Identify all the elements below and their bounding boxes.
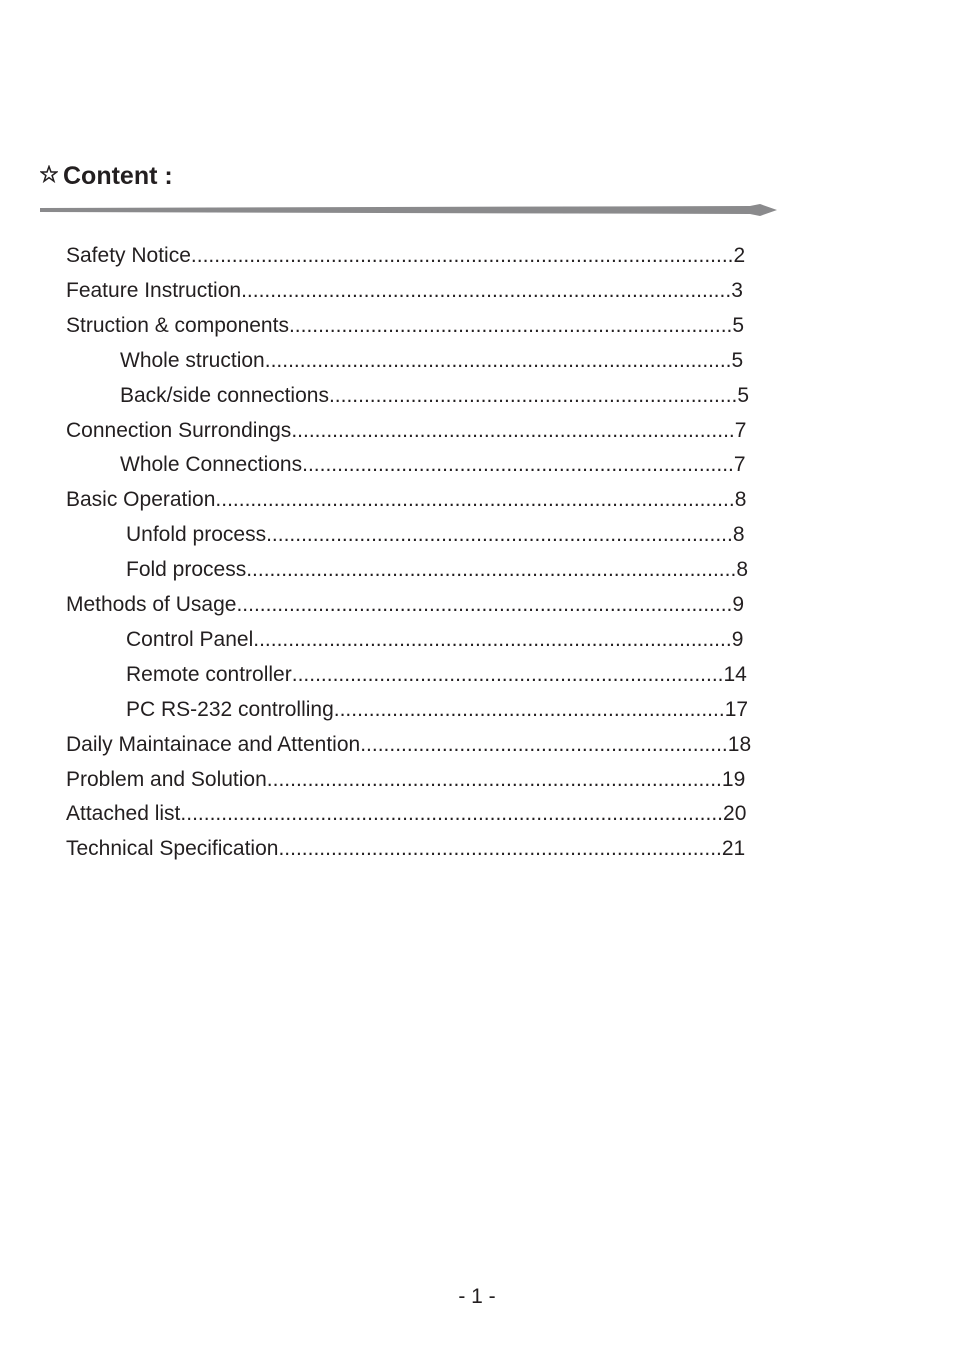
toc-entry-title: PC RS-232 controlling <box>126 697 334 721</box>
toc-leader-dots: .......................................................................... <box>291 662 724 686</box>
toc-entry-title: Unfold process <box>126 523 267 547</box>
toc-entry-page: 14 <box>723 662 747 686</box>
toc-entry-page: 5 <box>737 383 750 407</box>
page-title: Content : <box>63 161 173 190</box>
toc-entry-page: 8 <box>732 523 745 547</box>
toc-entry-title: Methods of Usage <box>66 593 237 616</box>
toc-entry-title: Back/side connections <box>120 383 329 407</box>
toc-entry <box>66 798 762 830</box>
toc-entry-page: 21 <box>721 837 746 861</box>
toc-leader-dots: ................................................................... <box>333 697 725 721</box>
toc-leader-dots: ...................................................................... <box>328 383 738 407</box>
toc-leader-dots: ................................................................................ <box>266 523 733 547</box>
heading-divider <box>40 202 777 218</box>
toc-entry-page: 7 <box>734 418 747 442</box>
toc-entry-page: 2 <box>733 244 746 267</box>
toc-entry <box>66 310 762 342</box>
toc-entry <box>66 833 762 865</box>
toc-entry <box>120 449 762 481</box>
toc-entry <box>66 275 762 307</box>
toc-entry-title: Whole struction <box>120 348 265 372</box>
toc-leader-dots: .......................................................................... <box>302 453 734 477</box>
toc-entry <box>66 729 762 761</box>
toc-entry <box>66 484 762 516</box>
toc-entry-page: 5 <box>732 313 745 337</box>
toc-entry-page: 7 <box>733 453 746 477</box>
toc-entry <box>66 415 762 447</box>
toc-entry <box>120 345 762 377</box>
toc-leader-dots: .............................................................................. <box>266 767 722 791</box>
toc-entry-title: Daily Maintainace and Attention <box>66 732 361 756</box>
toc-leader-dots: .................................................................................... <box>246 558 737 582</box>
toc-entry-page: 9 <box>731 627 744 651</box>
toc-leader-dots: ............................................................................ <box>278 837 722 861</box>
toc-entry <box>126 659 762 691</box>
toc-entry-title: Basic Operation <box>66 488 216 512</box>
toc-entry-title: Safety Notice <box>66 244 191 267</box>
toc-leader-dots: ............................................................... <box>360 732 728 756</box>
toc-entry <box>120 380 762 412</box>
toc-entry-page: 8 <box>736 558 749 582</box>
toc-entry-page: 9 <box>732 593 745 616</box>
toc-entry-title: Connection Surrondings <box>66 418 292 442</box>
toc-entry <box>126 519 762 551</box>
toc-entry-page: 8 <box>734 488 747 512</box>
toc-leader-dots: ............................................................................................. <box>190 244 734 267</box>
toc-entry-title: Feature Instruction <box>66 278 242 302</box>
toc-entry <box>126 624 762 656</box>
star-outline-icon <box>40 165 58 183</box>
content-heading <box>40 158 173 194</box>
toc-entry-page: 5 <box>731 348 744 372</box>
toc-leader-dots: ..................................................................................... <box>236 593 733 616</box>
toc-entry-title: Control Panel <box>126 627 254 651</box>
page-number: - 1 - <box>458 1285 496 1308</box>
toc-entry <box>126 694 762 726</box>
toc-entry-title: Whole Connections <box>120 453 303 477</box>
toc-entry-page: 19 <box>721 767 746 791</box>
toc-entry <box>66 764 762 796</box>
toc-entry-page: 18 <box>727 732 752 756</box>
toc-entry-title: Problem and Solution <box>66 767 267 791</box>
toc-leader-dots: ............................................................................................. <box>180 802 724 826</box>
toc-entry <box>66 240 762 272</box>
toc-leader-dots: ................................................................................ <box>264 348 732 372</box>
toc-entry-title: Fold process <box>126 558 247 582</box>
toc-leader-dots: .................................................................................. <box>253 627 732 651</box>
toc-entry <box>126 554 762 586</box>
toc-entry-page: 17 <box>724 697 749 721</box>
toc-entry <box>66 589 762 621</box>
toc-entry-title: Attached list <box>66 802 181 826</box>
toc-entry-title: Struction & components <box>66 313 289 337</box>
toc-leader-dots: .................................................................................... <box>241 278 732 302</box>
toc-entry-page: 3 <box>731 278 743 302</box>
toc-entry-page: 20 <box>723 802 747 826</box>
toc-leader-dots: ............................................................................ <box>288 313 733 337</box>
toc-entry-title: Remote controller <box>126 662 292 686</box>
toc-leader-dots: ............................................................................ <box>291 418 735 442</box>
toc-leader-dots: ......................................................................................... <box>215 488 735 512</box>
toc-entry-title: Technical Specification <box>66 837 279 861</box>
